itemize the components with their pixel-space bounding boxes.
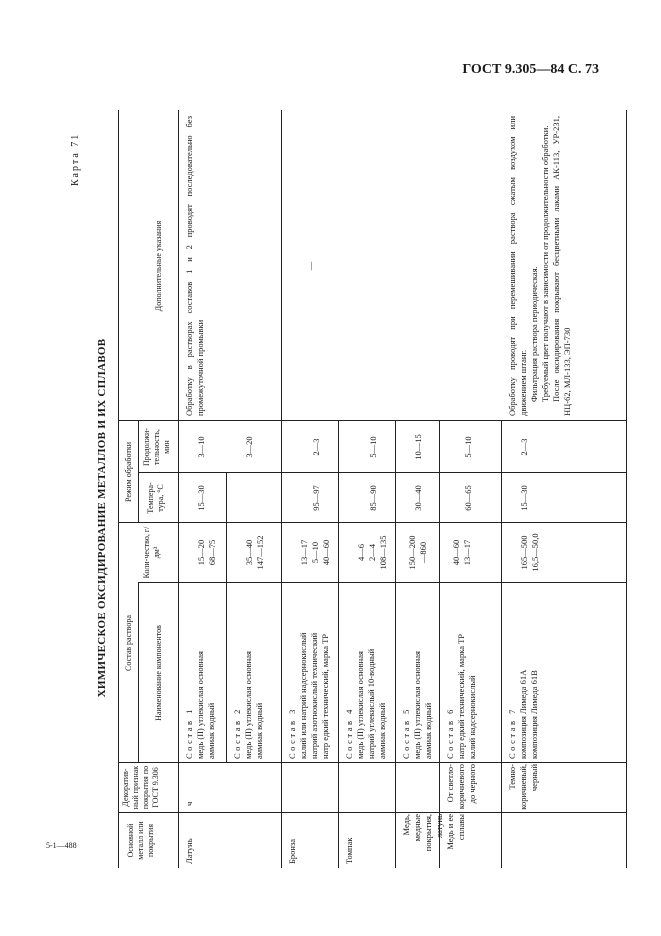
- temperature-7: 15—30: [519, 485, 529, 511]
- composition-7: Состав 7 композиция Лимеда 61А композиция Лимеда 61В: [507, 669, 539, 759]
- quantity-6: 40—60 13—17: [451, 539, 472, 566]
- base-metal-tombac: Томпак: [344, 837, 354, 864]
- column-line-1: [118, 812, 626, 813]
- rotated-table-page: [66, 112, 626, 868]
- quantity-2: 35—40 147—152: [244, 535, 265, 570]
- base-metal-copper-coatings-brass: Медь, медные покрытия, латунь: [401, 814, 444, 852]
- page-header: ГОСТ 9.305—84 С. 73: [462, 62, 599, 77]
- duration-2: 3—20: [244, 436, 254, 458]
- table-title: ХИМИЧЕСКОЕ ОКСИДИРОВАНИЕ МЕТАЛЛОВ И ИХ СПЛАВОВ: [96, 338, 108, 698]
- decor-sign-light-brown-to-black: От светло-коричневого до черного: [445, 764, 477, 810]
- column-line-4: [118, 522, 626, 523]
- header-temperature: Темпера-тура, °С: [146, 482, 165, 514]
- quantity-1: 15—20 68—75: [196, 539, 217, 566]
- header-components: Наименование компонентов: [154, 625, 163, 721]
- temperature-1: 15—30: [196, 485, 206, 511]
- base-metal-copper-alloys: Медь и ее сплавы: [445, 814, 466, 850]
- column-line-2: [118, 762, 626, 763]
- duration-7: 2—3: [519, 438, 529, 456]
- decor-sign-dark-brown-black: Темно-коричневый, черный: [507, 764, 539, 810]
- header-decorative-sign: Декоратив-ный признак покрытия по ГОСТ 9.306: [121, 765, 160, 810]
- header-solution-composition: Состав раствора: [124, 615, 133, 671]
- header-additional-notes: Дополнительные указания: [154, 220, 163, 312]
- quantity-4: 4—6 2—4 108—135: [356, 535, 388, 570]
- quantity-5: 150—200 —860: [407, 535, 428, 570]
- duration-1: 3—10: [196, 436, 206, 458]
- header-processing-mode: Режим обработки: [124, 442, 133, 503]
- column-line-3: [138, 582, 626, 583]
- decor-sign-black: ч: [184, 801, 194, 806]
- table-top-rule: [118, 110, 119, 868]
- table-bottom-rule: [626, 110, 627, 868]
- duration-4: 5—10: [368, 436, 378, 458]
- header-bottom-rule: [178, 110, 179, 868]
- quantity-3: 13—17 5—10 40—60: [299, 539, 331, 566]
- page-footer: 5-1—488: [46, 841, 77, 850]
- header-base-metal: Основной металл или покрытия: [126, 821, 155, 860]
- composition-1: Состав 1 медь (II) углекислая основная аммиак водный: [184, 651, 216, 759]
- row-divider-3: [338, 421, 339, 868]
- composition-2: Состав 2 медь (II) углекислая основная аммиак водный: [232, 651, 264, 759]
- row-divider-6: [501, 421, 502, 868]
- row-divider-4: [395, 421, 396, 868]
- column-line-5: [138, 472, 626, 473]
- header-duration: Продолжи-тельность, мин: [142, 428, 171, 466]
- quantity-7: 165—500 16,5—50,0: [519, 533, 540, 572]
- temperature-5: 30—40: [413, 485, 423, 511]
- notes-7: Обработку проводят при перемешивании раствора сжатым воздухом или движением штанг. Фильтрация раствора периодическая. Требуемый цвет получают в зависимости от продолжительности обработки. После оксидирования покрывают бесцветными лаками АК-113, УР-231, НЦ-62, МЛ-133, ЭП-730: [507, 116, 572, 416]
- composition-header-rule: [138, 583, 139, 763]
- temperature-3: 95—97: [311, 485, 321, 511]
- temperature-4: 85—90: [368, 485, 378, 511]
- card-number: Карта 71: [70, 132, 81, 186]
- temperature-6: 60—65: [463, 485, 473, 511]
- composition-4: Состав 4 медь (II) углекислая основная натрий углекислый 10-водный аммиак водный: [344, 648, 387, 759]
- duration-5: 10—15: [413, 434, 423, 460]
- row-divider-2: [281, 110, 282, 868]
- base-metal-brass: Латунь: [184, 838, 194, 864]
- composition-6: Состав 6 натр едкий технический, марка ТР калий надсернокислый: [445, 633, 477, 759]
- row-divider-1: [226, 473, 227, 763]
- duration-3: 2—3: [311, 438, 321, 456]
- duration-6: 5—10: [463, 436, 473, 458]
- base-metal-bronze: Бронза: [287, 838, 297, 864]
- composition-5: Состав 5 медь (II) углекислая основная аммиак водный: [401, 651, 433, 759]
- notes-1: Обработку в растворах составов 1 и 2 проводят последовательно без промежуточной промывки: [184, 116, 205, 416]
- notes-3: —: [305, 261, 315, 271]
- composition-3: Состав 3 калий или натрий надсернокислый натрий азотнокислый технический натр едкий технический, марка ТР: [287, 632, 330, 759]
- header-quantity: Коли-чество, г/дм³: [142, 526, 161, 579]
- column-line-6: [118, 420, 626, 421]
- row-divider-5: [439, 421, 440, 868]
